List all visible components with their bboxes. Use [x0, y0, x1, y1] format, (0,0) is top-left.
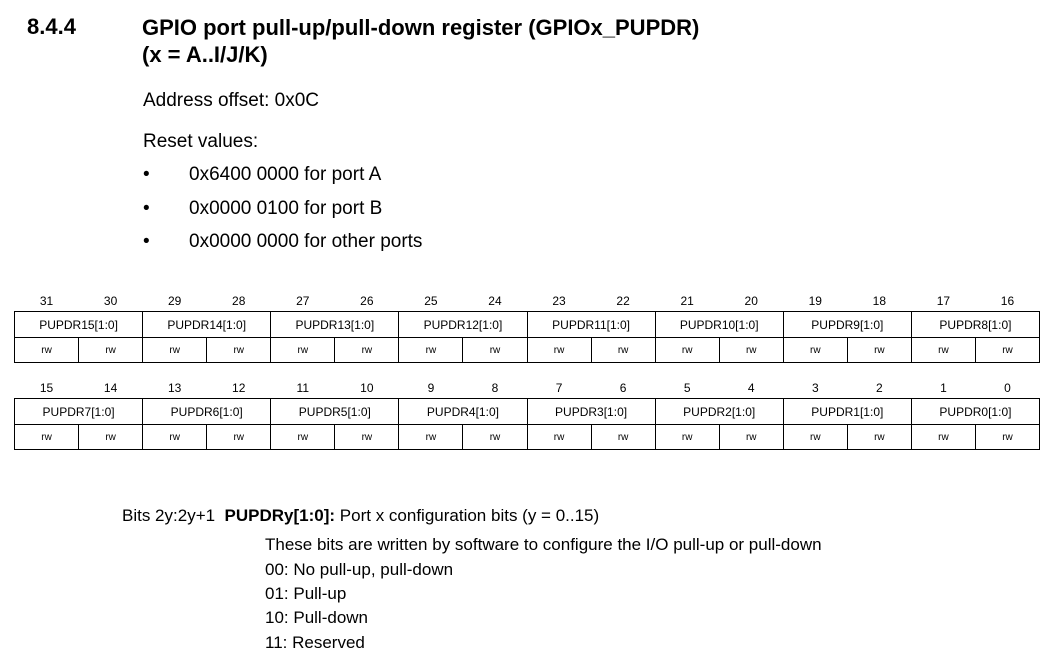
- bit-number: 10: [360, 381, 374, 395]
- access-cell: rw: [271, 338, 335, 363]
- description-line: 01: Pull-up: [265, 584, 347, 603]
- bit-number: 24: [488, 294, 502, 308]
- bit-number: 7: [555, 381, 563, 395]
- field-summary: Port x configuration bits (y = 0..15): [339, 506, 600, 525]
- access-cell: rw: [783, 338, 847, 363]
- bit-number: 25: [424, 294, 438, 308]
- bit-number: 12: [232, 381, 246, 395]
- access-cell: rw: [655, 338, 719, 363]
- access-cell: rw: [975, 425, 1039, 450]
- section-number: 8.4.4: [27, 14, 76, 39]
- field-name: PUPDR11[1:0]: [527, 312, 655, 338]
- reset-values-label: Reset values:: [143, 131, 259, 152]
- bit-number: 30: [103, 294, 118, 308]
- bit-number: 4: [747, 381, 755, 395]
- access-cell: rw: [463, 338, 527, 363]
- access-cell: rw: [655, 425, 719, 450]
- description-line: 00: No pull-up, pull-down: [265, 560, 454, 579]
- reset-value-item: [143, 164, 381, 186]
- bit-number: 3: [811, 381, 819, 395]
- access-cell: rw: [271, 425, 335, 450]
- bullet-icon: •: [143, 164, 150, 185]
- access-cell: rw: [15, 425, 79, 450]
- access-cell: rw: [591, 425, 655, 450]
- reset-value-item: [143, 198, 382, 220]
- description-line: 10: Pull-down: [265, 608, 369, 627]
- field-name: PUPDR7[1:0]: [15, 399, 143, 425]
- access-cell: rw: [911, 338, 975, 363]
- bit-number-row: [15, 378, 1040, 399]
- register-table-upper: [14, 291, 1040, 363]
- field-name: PUPDR1[1:0]: [783, 399, 911, 425]
- access-cell: rw: [79, 338, 143, 363]
- access-cell: rw: [335, 425, 399, 450]
- reset-value-text: 0x6400 0000 for port A: [189, 164, 382, 185]
- bit-number: 0: [1004, 381, 1011, 395]
- bullet-icon: •: [143, 198, 150, 219]
- bit-number: 1: [940, 381, 947, 395]
- field-name: PUPDR14[1:0]: [143, 312, 271, 338]
- access-cell: rw: [79, 425, 143, 450]
- reset-value-item: [143, 231, 422, 253]
- access-cell: rw: [207, 425, 271, 450]
- field-name-row: [15, 399, 1040, 425]
- field-name: PUPDR12[1:0]: [399, 312, 527, 338]
- bit-number: 20: [744, 294, 758, 308]
- bit-number: 21: [680, 294, 694, 308]
- description-line: 11: Reserved: [265, 633, 365, 652]
- access-row: [15, 338, 1040, 363]
- field-name: PUPDR15[1:0]: [15, 312, 143, 338]
- bit-number: 8: [491, 381, 499, 395]
- bit-number: 26: [360, 294, 374, 308]
- field-label: PUPDRy[1:0]:: [224, 506, 336, 525]
- bit-number: 23: [552, 294, 566, 308]
- section-title: [142, 14, 699, 68]
- bit-range: Bits 2y:2y+1: [122, 506, 216, 525]
- access-cell: rw: [527, 425, 591, 450]
- access-row: [15, 425, 1040, 450]
- access-cell: rw: [143, 338, 207, 363]
- access-cell: rw: [399, 425, 463, 450]
- field-name: PUPDR4[1:0]: [399, 399, 527, 425]
- bit-number: 31: [39, 294, 54, 308]
- bit-number: 18: [872, 294, 887, 308]
- field-name: PUPDR9[1:0]: [783, 312, 911, 338]
- section-title-line2: (x = A..I/J/K): [142, 42, 268, 67]
- bit-number: 14: [103, 381, 118, 395]
- access-cell: rw: [847, 338, 911, 363]
- bit-number: 11: [296, 381, 310, 395]
- reset-value-text: 0x0000 0000 for other ports: [189, 231, 423, 252]
- access-cell: rw: [15, 338, 79, 363]
- bit-number: 5: [683, 381, 691, 395]
- bit-number: 19: [808, 294, 822, 308]
- bit-number: 17: [936, 294, 951, 308]
- field-name: PUPDR8[1:0]: [911, 312, 1039, 338]
- address-offset: Address offset: 0x0C: [143, 90, 320, 111]
- access-cell: rw: [207, 338, 271, 363]
- field-name: PUPDR3[1:0]: [527, 399, 655, 425]
- access-cell: rw: [719, 425, 783, 450]
- access-cell: rw: [975, 338, 1039, 363]
- field-name: PUPDR5[1:0]: [271, 399, 399, 425]
- field-name-row: [15, 312, 1040, 338]
- bit-number: 13: [167, 381, 182, 395]
- bit-number: 27: [296, 294, 310, 308]
- bit-number: 2: [876, 381, 883, 395]
- access-cell: rw: [911, 425, 975, 450]
- bit-number: 16: [1000, 294, 1015, 308]
- bit-number: 29: [167, 294, 182, 308]
- register-table-lower: [14, 378, 1040, 450]
- access-cell: rw: [335, 338, 399, 363]
- section-title-line1: GPIO port pull-up/pull-down register (GPIOx_PUPDR): [142, 15, 700, 40]
- bit-number: 15: [39, 381, 54, 395]
- bit-number: 9: [427, 381, 435, 395]
- field-name: PUPDR10[1:0]: [655, 312, 783, 338]
- field-name: PUPDR0[1:0]: [911, 399, 1039, 425]
- bullet-icon: •: [143, 231, 150, 252]
- bit-description-heading: [122, 506, 599, 526]
- bit-number: 22: [616, 294, 630, 308]
- access-cell: rw: [527, 338, 591, 363]
- reset-value-text: 0x0000 0100 for port B: [189, 198, 383, 219]
- access-cell: rw: [463, 425, 527, 450]
- access-cell: rw: [591, 338, 655, 363]
- access-cell: rw: [719, 338, 783, 363]
- field-name: PUPDR6[1:0]: [143, 399, 271, 425]
- bit-number: 6: [619, 381, 627, 395]
- field-name: PUPDR2[1:0]: [655, 399, 783, 425]
- access-cell: rw: [847, 425, 911, 450]
- access-cell: rw: [783, 425, 847, 450]
- access-cell: rw: [143, 425, 207, 450]
- bit-number: 28: [232, 294, 246, 308]
- description-line: These bits are written by software to configure the I/O pull-up or pull-down: [265, 535, 822, 554]
- field-name: PUPDR13[1:0]: [271, 312, 399, 338]
- bit-number-row: [15, 291, 1040, 312]
- access-cell: rw: [399, 338, 463, 363]
